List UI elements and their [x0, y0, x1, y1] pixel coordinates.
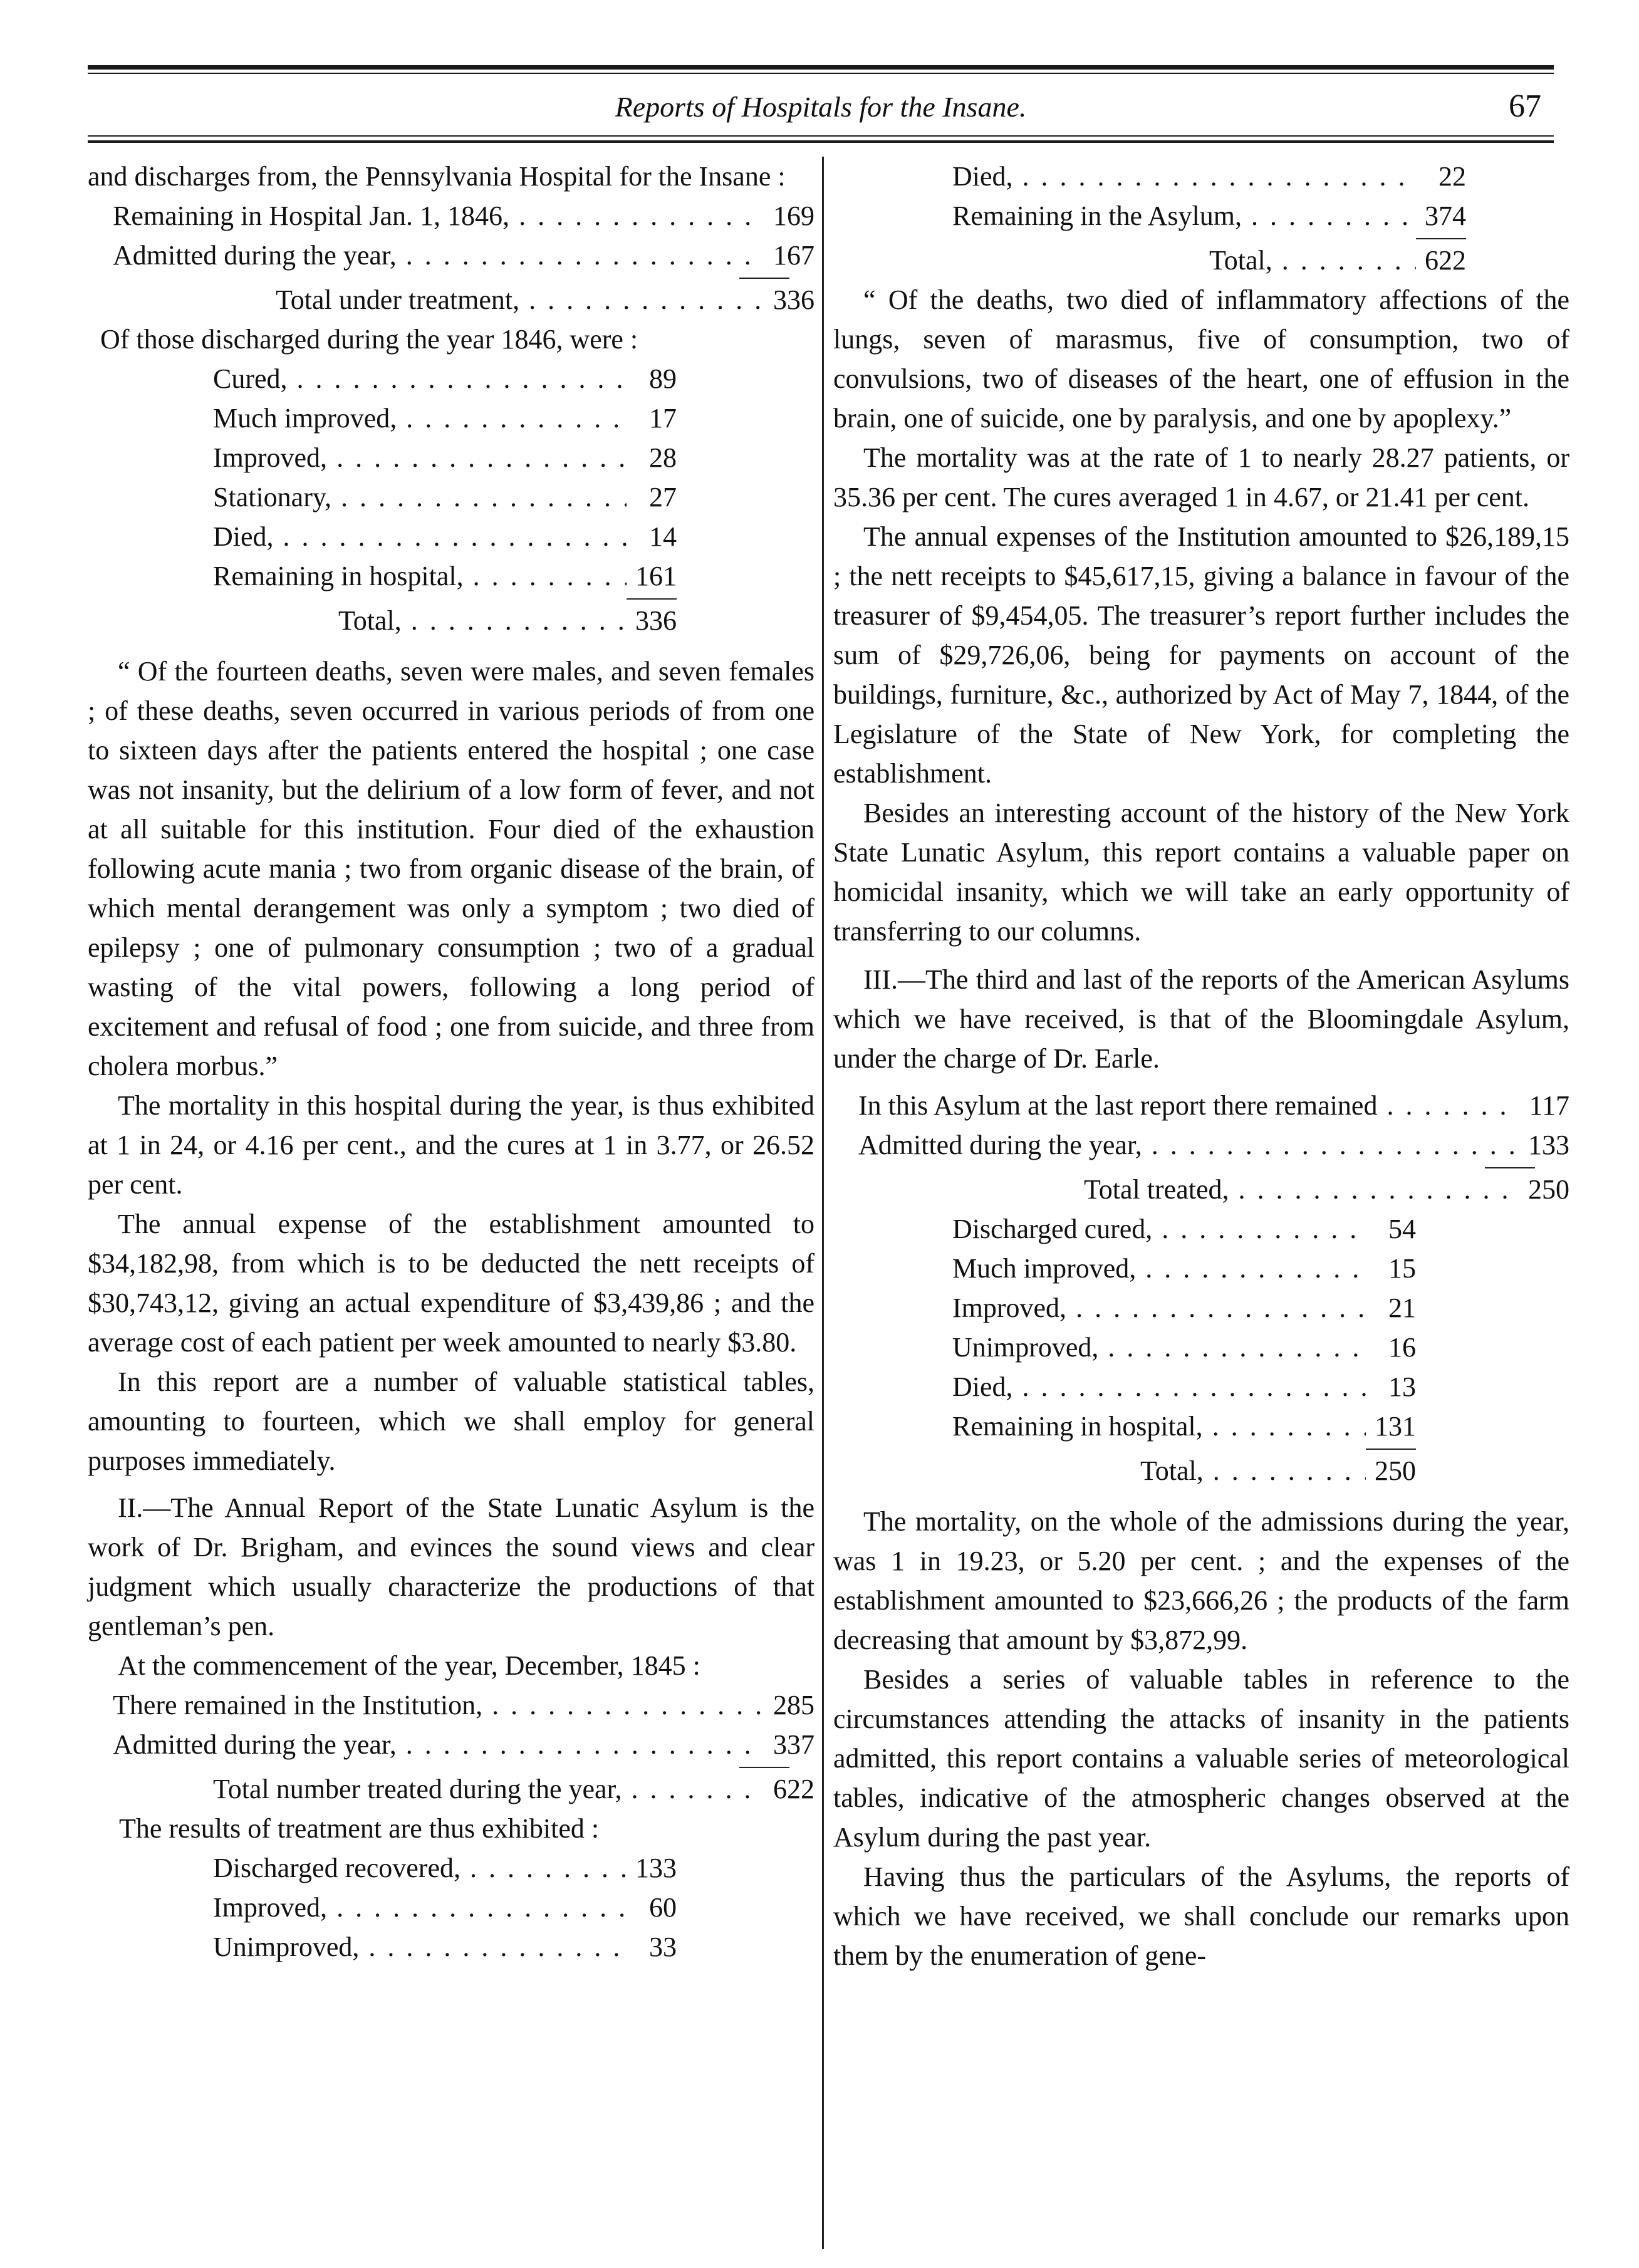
total-row	[88, 1769, 814, 1809]
row-value: 21	[1388, 1293, 1416, 1323]
row-label: Discharged cured, . . .	[952, 1209, 1366, 1249]
table-row	[213, 556, 677, 596]
row-label: Admitted during the year, . . .	[858, 1125, 1519, 1165]
row-label: Total, . . .	[1140, 1451, 1366, 1490]
history-paragraph: Besides an interesting account of the history of the New York State Lunatic Asylum, this report contains a valuable paper on homicidal insanity, which we will take an early opportunity of transferring to our columns.	[833, 798, 1569, 947]
admissions-table-state	[88, 1685, 814, 1764]
row-value: 16	[1388, 1332, 1416, 1363]
row-label: Died, . . .	[213, 517, 627, 556]
row-label: In this Asylum at the last report there remained . . .	[858, 1086, 1519, 1125]
table-row	[952, 196, 1466, 236]
row-label: Admitted during the year, . . .	[113, 236, 764, 275]
row-value: 250	[1528, 1174, 1569, 1205]
results-table-state	[88, 1848, 677, 1967]
row-label: Discharged recovered, . . .	[213, 1848, 627, 1888]
table-row	[952, 1407, 1416, 1446]
table-row	[113, 196, 814, 236]
row-value: 336	[773, 284, 814, 315]
row-label: Remaining in the Asylum, . . .	[952, 196, 1416, 236]
column-divider	[822, 157, 824, 2249]
mortality-paragraph: The mortality was at the rate of 1 to nearly 28.27 patients, or 35.36 per cent. The cures averaged 1 in 4.67, or 21.41 per cent.	[833, 442, 1569, 512]
row-value: 167	[773, 240, 814, 271]
admissions-table-bloomingdale	[833, 1086, 1569, 1165]
spacer	[88, 640, 814, 652]
conclusion-paragraph: Having thus the particulars of the Asylums, the reports of which we have received, we shall conclude our remarks upon them by the enumeration of gene-	[833, 1861, 1569, 1971]
row-value: 622	[773, 1774, 814, 1804]
row-value: 133	[635, 1853, 677, 1883]
row-label: Total treated, . . .	[1084, 1170, 1519, 1209]
table-row	[952, 157, 1466, 196]
row-value: 250	[1375, 1455, 1416, 1486]
commencement-paragraph: At the commencement of the year, December, 1845 :	[118, 1650, 700, 1681]
row-label: Admitted during the year, . . .	[113, 1725, 764, 1764]
row-value: 89	[649, 363, 677, 394]
row-label: Remaining in hospital, . . .	[952, 1407, 1366, 1446]
row-label: Improved, . . .	[952, 1288, 1366, 1328]
sum-rule	[739, 278, 789, 279]
spacer	[833, 951, 1569, 960]
row-label: Died, . . .	[952, 1367, 1366, 1407]
row-value: 161	[635, 561, 677, 591]
row-value: 14	[649, 521, 677, 552]
running-head	[88, 81, 1554, 132]
discharged-heading: Of those discharged during the year 1846, were :	[100, 324, 638, 355]
row-value: 28	[649, 442, 677, 473]
row-value: 54	[1388, 1214, 1416, 1244]
sum-rule	[1485, 1167, 1535, 1168]
table-row	[113, 236, 814, 275]
table-row	[213, 359, 677, 398]
expenses-paragraph: The annual expenses of the Institution amounted to $26,189,15 ; the nett receipts to $45,617,15, giving a balance in favour of the treasurer of $9,454,05. The treasurer’s report further includes the sum of $29,726,06, being for payments on account of the buildings, furniture, &c., authorized by Act of May 7, 1844, of the Legislature of the State of New York, for completing the establishment.	[833, 521, 1569, 789]
row-label: Stationary, . . .	[213, 477, 627, 517]
row-label: Unimproved, . . .	[213, 1927, 627, 1967]
header-rule-lower	[88, 140, 1554, 143]
spacer	[88, 1480, 814, 1488]
table-row	[213, 1927, 677, 1967]
admissions-table-penn	[88, 196, 814, 275]
table-row	[213, 477, 677, 517]
row-value: 169	[773, 200, 814, 231]
sum-rule	[1416, 238, 1466, 239]
expense-paragraph: The annual expense of the establishment amounted to $34,182,98, from which is to be deducted the nett receipts of $30,743,12, giving an actual expenditure of $3,439,86 ; and the average cost of each patient per week amounted to nearly $3.80.	[88, 1209, 814, 1358]
bloomingdale-mortality-paragraph: The mortality, on the whole of the admissions during the year, was 1 in 19.23, or 5.20 per cent. ; and the expenses of the establishment amounted to $23,666,26 ; the products of the farm decreasing that amount by $3,872,99.	[833, 1506, 1569, 1655]
row-value: 131	[1375, 1411, 1416, 1442]
row-value: 117	[1529, 1090, 1569, 1121]
row-value: 13	[1388, 1371, 1416, 1402]
row-value: 133	[1528, 1130, 1569, 1160]
causes-paragraph: “ Of the deaths, two died of inflammatory affections of the lungs, seven of marasmus, five of consumption, two of convulsions, two of diseases of the heart, one of effusion in the brain, one of suicide, one by paralysis, and one by apoplexy.”	[833, 284, 1569, 434]
table-row	[858, 1086, 1569, 1125]
table-row	[213, 398, 677, 438]
total-row	[952, 241, 1466, 280]
table-row	[858, 1125, 1569, 1165]
right-column	[833, 157, 1569, 2255]
table-row	[113, 1725, 814, 1764]
row-label: Unimproved, . . .	[952, 1328, 1366, 1367]
row-label: Total, . . .	[338, 601, 627, 640]
table-row	[213, 1848, 677, 1888]
row-label: Remaining in hospital, . . .	[213, 556, 627, 596]
row-label: Much improved, . . .	[213, 398, 627, 438]
row-label: Cured, . . .	[213, 359, 627, 398]
total-row	[833, 1170, 1569, 1209]
top-rule-thin	[88, 73, 1554, 74]
header-rule-upper	[88, 135, 1554, 137]
bloomingdale-paragraph: III.—The third and last of the reports of the American Asylums which we have received, is that of the Bloomingdale Asylum, under the charge of Dr. Earle.	[833, 964, 1569, 1074]
row-label: Total number treated during the year, . . .	[213, 1769, 764, 1809]
row-value: 336	[635, 605, 677, 636]
row-label: Died, . . .	[952, 157, 1416, 196]
table-row	[952, 1328, 1416, 1367]
row-value: 337	[773, 1729, 814, 1760]
row-label: Improved, . . .	[213, 438, 627, 477]
row-value: 27	[649, 482, 677, 512]
table-row	[113, 1685, 814, 1725]
page-number: 67	[1509, 88, 1541, 124]
table-row	[952, 1209, 1416, 1249]
row-label: Remaining in Hospital Jan. 1, 1846, . . .	[113, 196, 764, 236]
sum-rule	[739, 1767, 789, 1768]
table-row	[213, 1888, 677, 1927]
total-row	[952, 1451, 1416, 1490]
state-asylum-paragraph: II.—The Annual Report of the State Lunatic Asylum is the work of Dr. Brigham, and evinces the sound views and clear judgment which usually characterize the productions of that gentleman’s pen.	[88, 1492, 814, 1641]
spacer	[833, 1078, 1569, 1086]
running-title: Reports of Hospitals for the Insane.	[615, 91, 1027, 123]
row-value: 15	[1388, 1253, 1416, 1284]
tables-paragraph: Besides a series of valuable tables in reference to the circumstances attending the attacks of insanity in the patients admitted, this report contains a valuable series of meteorological tables, indicative of the atmospheric changes observed at the Asylum during the past year.	[833, 1664, 1569, 1853]
intro-text: and discharges from, the Pennsylvania Hospital for the Insane :	[88, 161, 786, 192]
total-row	[213, 601, 677, 640]
top-rule-thick	[88, 65, 1554, 70]
results-heading: The results of treatment are thus exhibited :	[119, 1813, 600, 1844]
row-value: 60	[649, 1892, 677, 1923]
row-value: 17	[649, 403, 677, 434]
row-label: Total, . . .	[1209, 241, 1416, 280]
sum-rule	[627, 598, 677, 600]
left-column	[88, 157, 814, 2255]
sum-rule	[1366, 1449, 1416, 1450]
table-row	[213, 438, 677, 477]
row-value: 622	[1425, 245, 1466, 276]
table-row	[952, 1288, 1416, 1328]
row-value: 285	[773, 1690, 814, 1720]
mortality-paragraph: The mortality in this hospital during the year, is thus exhibited at 1 in 24, or 4.16 per cent., and the cures at 1 in 3.77, or 26.52 per cent.	[88, 1090, 814, 1200]
discharges-table-bloomingdale	[833, 1209, 1416, 1490]
results-table-state-cont	[833, 157, 1466, 280]
total-row	[88, 280, 814, 320]
row-label: There remained in the Institution, . . .	[113, 1685, 764, 1725]
row-value: 22	[1439, 161, 1466, 192]
tables-paragraph: In this report are a number of valuable statistical tables, amounting to fourteen, which we shall employ for general purposes immediately.	[88, 1366, 814, 1476]
table-row	[952, 1367, 1416, 1407]
row-label: Much improved, . . .	[952, 1249, 1366, 1288]
row-label: Total under treatment, . . .	[276, 280, 764, 320]
table-row	[952, 1249, 1416, 1288]
discharges-table-penn	[88, 359, 677, 640]
deaths-paragraph: “ Of the fourteen deaths, seven were males, and seven females ; of these deaths, seven occurred in various periods of from one to sixteen days after the patients entered the hospital ; one case was not insanity, but the delirium of a low form of fever, and not at all suitable for this institution. Four died of the exhaustion following acute mania ; two from organic disease of the brain, of which mental derangement was only a symptom ; two died of epilepsy ; one of pulmonary consumption ; two of a gradual wasting of the vital powers, following a long period of excitement and refusal of food ; one from suicide, and three from cholera morbus.”	[88, 656, 814, 1081]
table-row	[213, 517, 677, 556]
row-value: 33	[649, 1932, 677, 1962]
row-label: Improved, . . .	[213, 1888, 627, 1927]
row-value: 374	[1425, 200, 1466, 231]
spacer	[833, 1490, 1569, 1502]
